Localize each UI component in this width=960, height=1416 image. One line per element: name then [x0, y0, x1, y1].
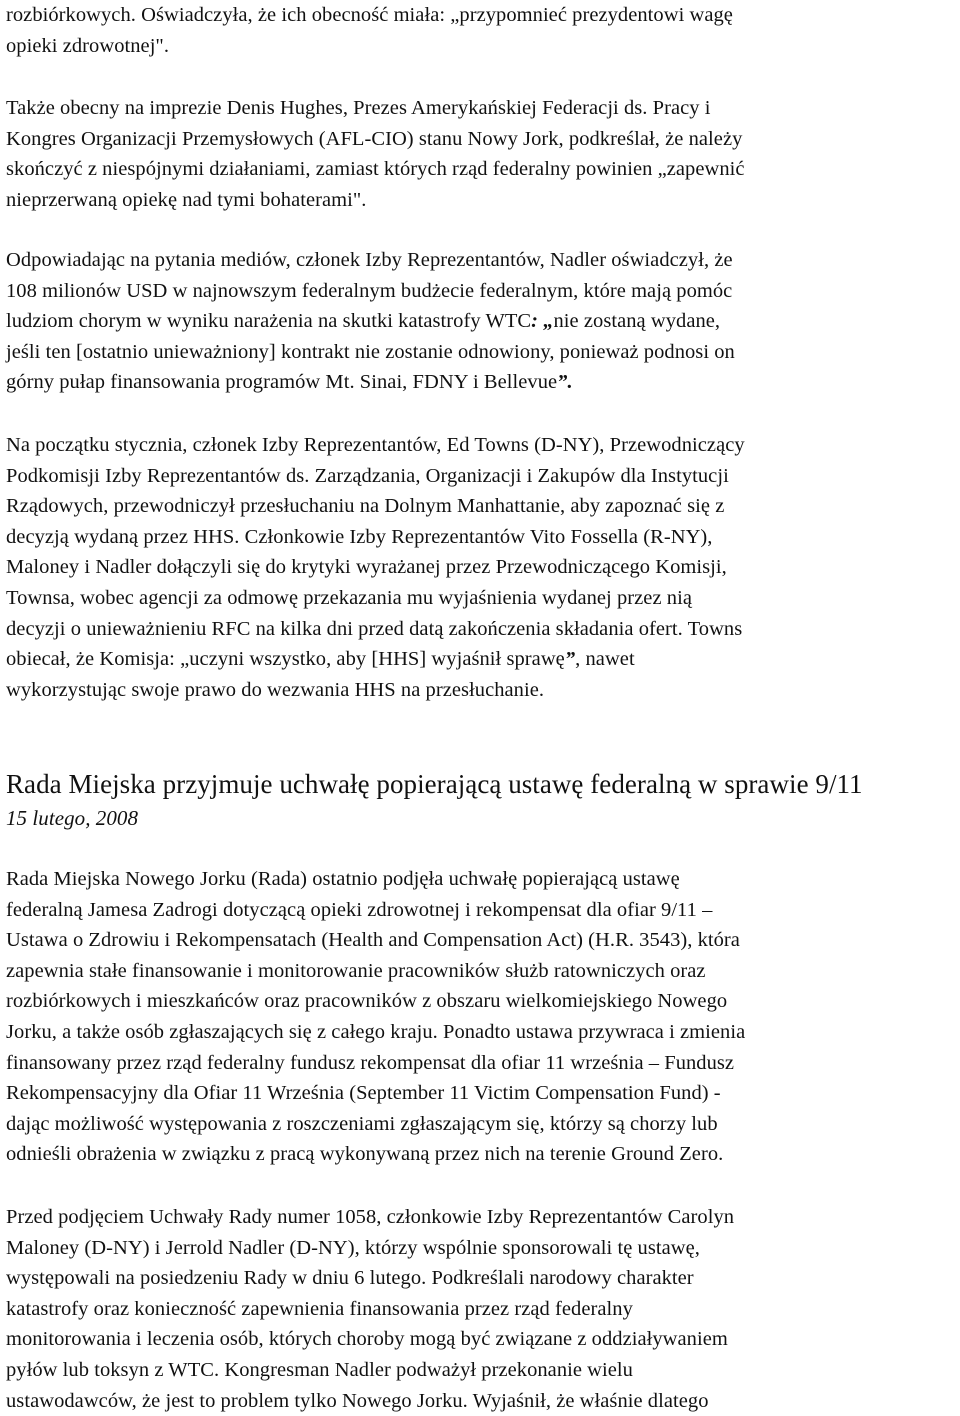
text-line: wykorzystując swoje prawo do wezwania HHS na przesłuchanie. — [6, 678, 545, 701]
text-line: decyzją wydaną przez HHS. Członkowie Izby Reprezentantów Vito Fossella (R-NY), — [6, 525, 713, 548]
text-line: monitorowania i leczenia osób, których choroby mogą być związane z oddziaływaniem — [6, 1328, 728, 1351]
paragraph-2 — [6, 93, 956, 215]
text-line: skończyć z niespójnymi działaniami, zamiast których rząd federalny powinien „zapewnić — [6, 158, 745, 181]
quote-mark: : „ — [531, 310, 554, 333]
text-line: rozbiórkowych i mieszkańców oraz pracowników z obszaru wielkomiejskiego Nowego — [6, 990, 728, 1013]
paragraph-4 — [6, 430, 956, 705]
text-line — [6, 306, 956, 337]
text-segment: , nawet — [575, 648, 635, 671]
paragraph-3 — [6, 245, 956, 398]
text-line: nieprzerwaną opiekę nad tymi bohaterami". — [6, 188, 367, 211]
paragraph-5 — [6, 864, 956, 1170]
text-line: odnieśli obrażenia w związku z pracą wykonywaną przez nich na terenie Ground Zero. — [6, 1143, 724, 1166]
text-line: opieki zdrowotnej". — [6, 34, 170, 57]
text-line: Townsa, wobec agencji za odmowę przekazania mu wyjaśnienia wydanej przez nią — [6, 586, 692, 609]
paragraph-6 — [6, 1202, 956, 1416]
text-line: federalną Jamesa Zadrogi dotyczącą opieki zdrowotnej i rekompensat dla ofiar 9/11 – — [6, 898, 713, 921]
text-line: Rządowych, przewodniczył przesłuchaniu na Dolnym Manhattanie, aby zapoznać się z — [6, 495, 725, 518]
text-line: rozbiórkowych. Oświadczyła, że ich obecność miała: „przypomnieć prezydentowi wagę — [6, 4, 733, 26]
text-line: jeśli ten [ostatnio unieważniony] kontrakt nie zostanie odnowiony, ponieważ podnosi on — [6, 340, 735, 363]
text-line: Kongres Organizacji Przemysłowych (AFL-CIO) stanu Nowy Jork, podkreślał, że należy — [6, 127, 743, 150]
section-date: 15 lutego, 2008 — [6, 806, 138, 830]
text-line: Na początku stycznia, członek Izby Reprezentantów, Ed Towns (D-NY), Przewodniczący — [6, 434, 745, 456]
text-line: pyłów lub toksyn z WTC. Kongresman Nadler podważył przekonanie wielu — [6, 1358, 633, 1381]
text-line: zapewnia stałe finansowanie i monitorowanie pracowników służb ratowniczych oraz — [6, 959, 706, 982]
text-line: Ustawa o Zdrowiu i Rekompensatach (Health and Compensation Act) (H.R. 3543), która — [6, 929, 740, 952]
text-line: katastrofy oraz konieczność zapewnienia finansowania przez rząd federalny — [6, 1297, 633, 1320]
text-line: Przed podjęciem Uchwały Rady numer 1058, członkowie Izby Reprezentantów Carolyn — [6, 1206, 735, 1228]
quote-mark: ”. — [557, 371, 573, 394]
text-line: 108 milionów USD w najnowszym federalnym budżecie federalnym, które mają pomóc — [6, 279, 733, 302]
text-line — [6, 367, 956, 398]
text-line: Rekompensacyjny dla Ofiar 11 Września (September 11 Victim Compensation Fund) - — [6, 1082, 721, 1105]
text-segment: górny pułap finansowania programów Mt. Sinai, FDNY i Bellevue — [6, 371, 558, 394]
text-line — [6, 644, 956, 675]
quote-mark: ” — [564, 648, 576, 671]
text-line: Odpowiadając na pytania mediów, członek Izby Reprezentantów, Nadler oświadczył, że — [6, 249, 733, 271]
text-line: Także obecny na imprezie Denis Hughes, Prezes Amerykańskiej Federacji ds. Pracy i — [6, 97, 711, 119]
text-segment: obiecał, że Komisja: „uczyni wszystko, aby [HHS] wyjaśnił sprawę — [6, 648, 565, 671]
text-line: Rada Miejska Nowego Jorku (Rada) ostatnio podjęła uchwałę popierającą ustawę — [6, 868, 680, 890]
text-line: Jorku, a także osób zgłaszających się z całego kraju. Ponadto ustawa przywraca i zmienia — [6, 1020, 746, 1043]
text-line: decyzji o unieważnieniu RFC na kilka dni przed datą zakończenia składania ofert. Towns — [6, 617, 743, 640]
text-line: dając możliwość występowania z roszczeniami zgłaszającym się, którzy są chorzy lub — [6, 1112, 718, 1135]
paragraph-1 — [6, 0, 956, 61]
text-line: ustawodawców, że jest to problem tylko Nowego Jorku. Wyjaśnił, że właśnie dlatego — [6, 1389, 709, 1412]
text-line: finansowany przez rząd federalny fundusz rekompensat dla ofiar 11 września – Fundusz — [6, 1051, 735, 1074]
text-line: Maloney (D-NY) i Jerrold Nadler (D-NY), którzy wspólnie sponsorowali tę ustawę, — [6, 1236, 700, 1259]
text-line: Podkomisji Izby Reprezentantów ds. Zarządzania, Organizacji i Zakupów dla Instytucji — [6, 464, 729, 487]
section-heading: Rada Miejska przyjmuje uchwałę popierającą ustawę federalną w sprawie 9/11 — [6, 769, 863, 799]
text-line: Maloney i Nadler dołączyli się do krytyki wyrażanej przez Przewodniczącego Komisji, — [6, 556, 727, 579]
text-segment: ludziom chorym w wyniku narażenia na skutki katastrofy WTC — [6, 310, 532, 333]
text-segment: nie zostaną wydane, — [553, 310, 721, 333]
text-line: występowali na posiedzeniu Rady w dniu 6 lutego. Podkreślali narodowy charakter — [6, 1267, 694, 1290]
